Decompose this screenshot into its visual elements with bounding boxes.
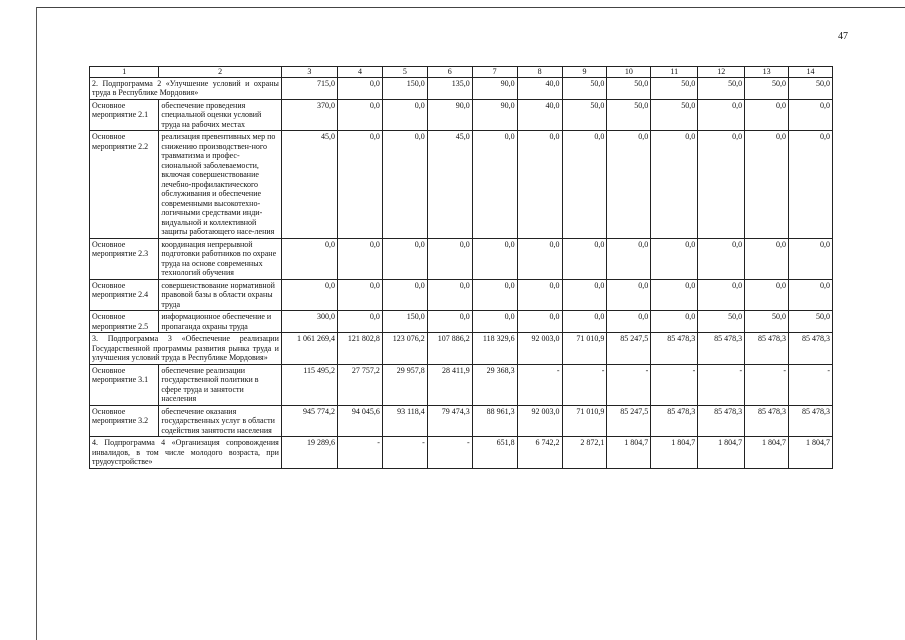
value-cell: 0,0: [607, 279, 651, 311]
value-cell: 0,0: [427, 279, 472, 311]
value-cell: 6 742,2: [517, 437, 562, 469]
subprogram-row: [90, 437, 833, 469]
value-cell: 0,0: [745, 99, 789, 131]
subprogram-title: 4. Подпрограмма 4 «Организация сопровождения инвалидов, в том числе молодого возраста, при трудоустройстве»: [90, 437, 282, 469]
value-cell: 118 329,6: [472, 333, 517, 365]
value-cell: 90,0: [472, 77, 517, 99]
value-cell: 0,0: [745, 131, 789, 239]
value-cell: 88 961,3: [472, 405, 517, 437]
budget-table: [89, 66, 833, 469]
value-cell: 90,0: [427, 99, 472, 131]
value-cell: 1 804,7: [789, 437, 833, 469]
subprogram-title: 2. Подпрограмма 2 «Улучшение условий и охраны труда в Республике Мордовия»: [90, 77, 282, 99]
value-cell: -: [607, 364, 651, 405]
value-cell: 85 478,3: [789, 333, 833, 365]
subprogram-row: [90, 77, 833, 99]
header-cell: 4: [337, 67, 382, 78]
value-cell: 50,0: [651, 99, 698, 131]
value-cell: 0,0: [562, 131, 607, 239]
value-cell: 50,0: [698, 77, 745, 99]
value-cell: 0,0: [698, 99, 745, 131]
value-cell: 0,0: [651, 238, 698, 279]
value-cell: 85 478,3: [698, 405, 745, 437]
value-cell: 0,0: [517, 279, 562, 311]
value-cell: 92 003,0: [517, 333, 562, 365]
page-number: 47: [838, 31, 848, 42]
value-cell: 28 411,9: [427, 364, 472, 405]
table-header-row: [90, 67, 833, 78]
activity-description: координация непрерывной подготовки работников по охране труда на основе современных технологий обучения: [159, 238, 281, 279]
value-cell: 0,0: [789, 238, 833, 279]
value-cell: 0,0: [517, 311, 562, 333]
value-cell: 0,0: [382, 131, 427, 239]
value-cell: 85 247,5: [607, 333, 651, 365]
value-cell: 135,0: [427, 77, 472, 99]
value-cell: 715,0: [281, 77, 337, 99]
value-cell: 0,0: [472, 238, 517, 279]
value-cell: 0,0: [607, 131, 651, 239]
value-cell: 945 774,2: [281, 405, 337, 437]
activity-row: [90, 131, 833, 239]
value-cell: 50,0: [562, 77, 607, 99]
value-cell: 370,0: [281, 99, 337, 131]
activity-code: Основное мероприятие 2.4: [90, 279, 159, 311]
value-cell: 0,0: [698, 279, 745, 311]
value-cell: 45,0: [281, 131, 337, 239]
header-cell: 3: [281, 67, 337, 78]
value-cell: 0,0: [382, 279, 427, 311]
value-cell: 90,0: [472, 99, 517, 131]
value-cell: 71 010,9: [562, 405, 607, 437]
header-cell: 8: [517, 67, 562, 78]
value-cell: 0,0: [281, 238, 337, 279]
left-rule: [36, 7, 37, 640]
value-cell: 85 478,3: [789, 405, 833, 437]
activity-code: Основное мероприятие 2.1: [90, 99, 159, 131]
value-cell: 0,0: [517, 238, 562, 279]
value-cell: 0,0: [337, 131, 382, 239]
header-cell: 12: [698, 67, 745, 78]
activity-description: обеспечение проведения специальной оценки условий труда на рабочих местах: [159, 99, 281, 131]
value-cell: 0,0: [337, 77, 382, 99]
value-cell: 50,0: [607, 77, 651, 99]
value-cell: 29 957,8: [382, 364, 427, 405]
value-cell: 1 061 269,4: [281, 333, 337, 365]
value-cell: 50,0: [651, 77, 698, 99]
value-cell: -: [517, 364, 562, 405]
value-cell: 0,0: [607, 238, 651, 279]
value-cell: 40,0: [517, 99, 562, 131]
value-cell: 1 804,7: [607, 437, 651, 469]
activity-description: обеспечение оказания государственных услуг в области содействия занятости населения: [159, 405, 281, 437]
value-cell: 50,0: [562, 99, 607, 131]
table-body: [90, 67, 833, 469]
value-cell: 2 872,1: [562, 437, 607, 469]
value-cell: 0,0: [337, 238, 382, 279]
value-cell: 50,0: [745, 311, 789, 333]
header-cell: 7: [472, 67, 517, 78]
value-cell: 0,0: [789, 279, 833, 311]
value-cell: 0,0: [472, 311, 517, 333]
value-cell: 0,0: [745, 238, 789, 279]
value-cell: 0,0: [337, 99, 382, 131]
value-cell: 85 478,3: [651, 333, 698, 365]
header-cell: 9: [562, 67, 607, 78]
value-cell: 0,0: [382, 99, 427, 131]
value-cell: 19 289,6: [281, 437, 337, 469]
value-cell: 50,0: [789, 77, 833, 99]
value-cell: -: [789, 364, 833, 405]
header-cell: 5: [382, 67, 427, 78]
activity-row: [90, 405, 833, 437]
value-cell: 85 247,5: [607, 405, 651, 437]
value-cell: 0,0: [745, 279, 789, 311]
value-cell: 1 804,7: [651, 437, 698, 469]
value-cell: 92 003,0: [517, 405, 562, 437]
value-cell: 0,0: [427, 238, 472, 279]
activity-description: реализация превентивных мер по снижению производствен-ного травматизма и профес-сиональной заболеваемости, включая совершенствование лечебно-профилактического обслуживания и обеспечение современными высокотехно-логичными средствами инди-видуальной и коллективной защиты работающего насе-ления: [159, 131, 281, 239]
value-cell: 0,0: [281, 279, 337, 311]
subprogram-title: 3. Подпрограмма 3 «Обеспечение реализации Государственной программы развития рынка труда и улучшения условий труда в Республике Мордовия»: [90, 333, 282, 365]
value-cell: 85 478,3: [745, 405, 789, 437]
value-cell: 0,0: [562, 238, 607, 279]
value-cell: 300,0: [281, 311, 337, 333]
value-cell: 0,0: [472, 279, 517, 311]
header-cell: 11: [651, 67, 698, 78]
activity-code: Основное мероприятие 2.3: [90, 238, 159, 279]
value-cell: 0,0: [698, 238, 745, 279]
value-cell: 0,0: [337, 311, 382, 333]
header-cell: 1: [90, 67, 159, 78]
value-cell: 0,0: [651, 131, 698, 239]
activity-row: [90, 311, 833, 333]
value-cell: 115 495,2: [281, 364, 337, 405]
value-cell: 0,0: [427, 311, 472, 333]
value-cell: 0,0: [562, 279, 607, 311]
header-cell: 10: [607, 67, 651, 78]
header-cell: 13: [745, 67, 789, 78]
value-cell: 150,0: [382, 77, 427, 99]
activity-description: обеспечение реализации государственной политики в сфере труда и занятости населения: [159, 364, 281, 405]
value-cell: 0,0: [517, 131, 562, 239]
header-cell: 14: [789, 67, 833, 78]
value-cell: 85 478,3: [651, 405, 698, 437]
value-cell: 0,0: [789, 131, 833, 239]
activity-code: Основное мероприятие 2.2: [90, 131, 159, 239]
value-cell: 651,8: [472, 437, 517, 469]
value-cell: 107 886,2: [427, 333, 472, 365]
value-cell: 85 478,3: [698, 333, 745, 365]
value-cell: 40,0: [517, 77, 562, 99]
value-cell: 0,0: [698, 131, 745, 239]
activity-row: [90, 364, 833, 405]
activity-row: [90, 238, 833, 279]
activity-description: совершенствование нормативной правовой базы в области охраны труда: [159, 279, 281, 311]
value-cell: 150,0: [382, 311, 427, 333]
value-cell: 93 118,4: [382, 405, 427, 437]
header-cell: 2: [159, 67, 281, 78]
value-cell: 0,0: [562, 311, 607, 333]
value-cell: -: [745, 364, 789, 405]
activity-code: Основное мероприятие 2.5: [90, 311, 159, 333]
value-cell: 29 368,3: [472, 364, 517, 405]
value-cell: 0,0: [651, 311, 698, 333]
value-cell: 0,0: [651, 279, 698, 311]
value-cell: 0,0: [472, 131, 517, 239]
value-cell: 50,0: [745, 77, 789, 99]
top-rule: [36, 7, 905, 8]
subprogram-row: [90, 333, 833, 365]
value-cell: -: [698, 364, 745, 405]
value-cell: 0,0: [382, 238, 427, 279]
value-cell: 121 802,8: [337, 333, 382, 365]
value-cell: -: [562, 364, 607, 405]
value-cell: 123 076,2: [382, 333, 427, 365]
value-cell: 0,0: [337, 279, 382, 311]
value-cell: 85 478,3: [745, 333, 789, 365]
value-cell: 0,0: [789, 99, 833, 131]
activity-row: [90, 279, 833, 311]
value-cell: 0,0: [607, 311, 651, 333]
value-cell: -: [382, 437, 427, 469]
value-cell: -: [651, 364, 698, 405]
value-cell: -: [427, 437, 472, 469]
value-cell: 1 804,7: [698, 437, 745, 469]
activity-description: информационное обеспечение и пропаганда охраны труда: [159, 311, 281, 333]
value-cell: 50,0: [607, 99, 651, 131]
activity-code: Основное мероприятие 3.1: [90, 364, 159, 405]
value-cell: 94 045,6: [337, 405, 382, 437]
value-cell: 50,0: [789, 311, 833, 333]
value-cell: 1 804,7: [745, 437, 789, 469]
value-cell: 71 010,9: [562, 333, 607, 365]
activity-code: Основное мероприятие 3.2: [90, 405, 159, 437]
value-cell: 79 474,3: [427, 405, 472, 437]
value-cell: -: [337, 437, 382, 469]
header-cell: 6: [427, 67, 472, 78]
value-cell: 27 757,2: [337, 364, 382, 405]
value-cell: 50,0: [698, 311, 745, 333]
value-cell: 45,0: [427, 131, 472, 239]
activity-row: [90, 99, 833, 131]
